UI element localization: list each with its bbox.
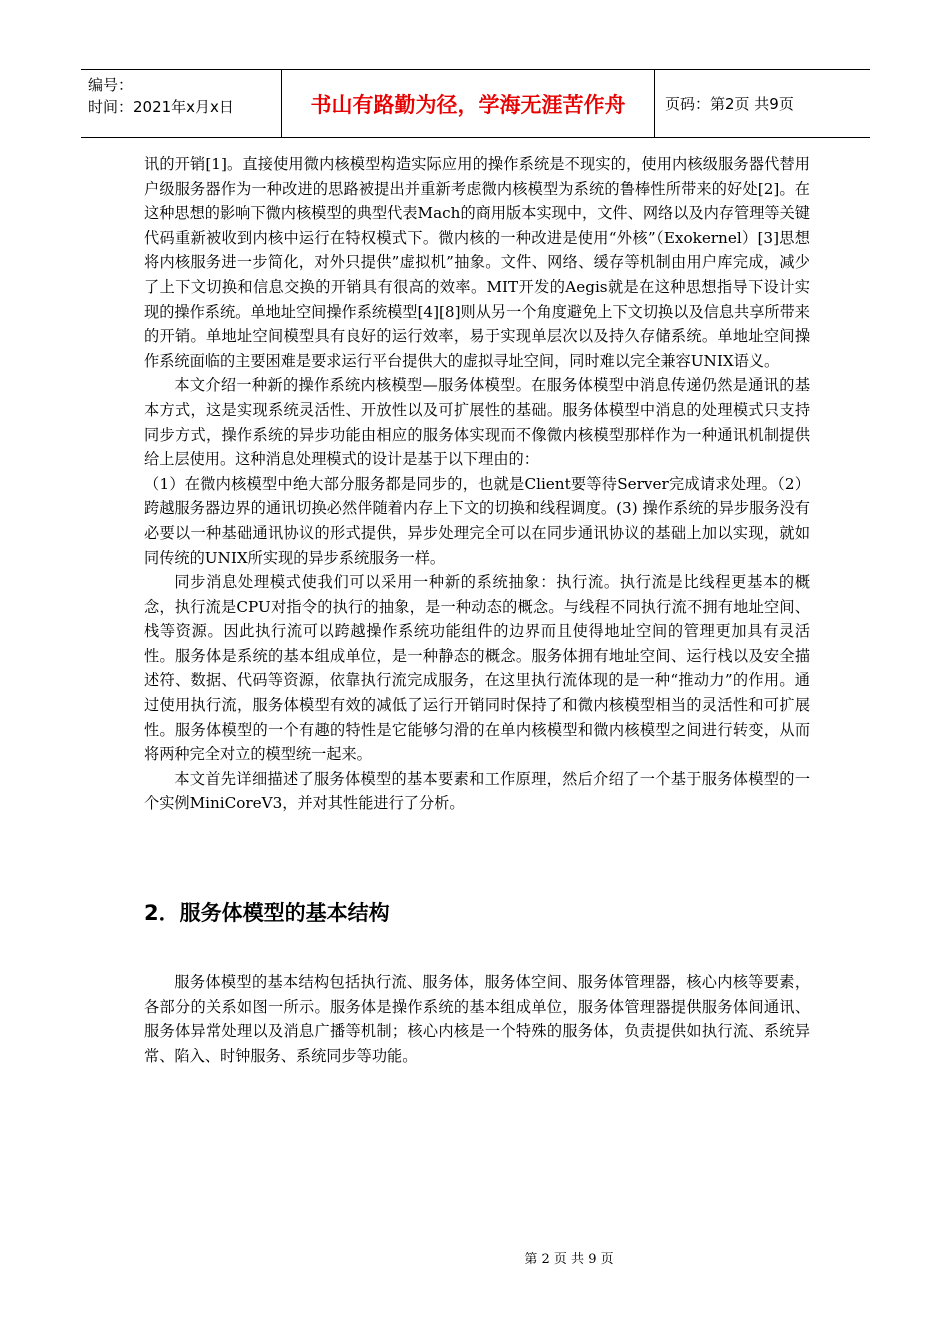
paragraph-structure: 服务体模型的基本结构包括执行流、服务体，服务体空间、服务体管理器，核心内核等要素，各部分的关系如图一所示。服务体是操作系统的基本组成单位，服务体管理器提供服务体间通讯、服务体异常处理以及消息广播等机制；核心内核是一个特殊的服务体，负责提供如执行流、系统异常、陷入、时钟服务、系统同步等功能。 [144,973,810,1065]
document-time-label: 时间：2021年x月x日 [88,98,234,116]
section-heading: 2．服务体模型的基本结构 [144,901,390,925]
paragraph-execution-flow: 同步消息处理模式使我们可以采用一种新的系统抽象：执行流。执行流是比线程更基本的概念，执行流是CPU对指令的执行的抽象，是一种动态的概念。与线程不同执行流不拥有地址空间、栈等资源。因此执行流可以跨越操作系统功能组件的边界而且使得地址空间的管理更加具有灵活性。服务体是系统的基本组成单位，是一种静态的概念。服务体拥有地址空间、运行栈以及安全描述符、数据、代码等资源，依靠执行流完成服务，在这里执行流体现的是一种“推动力”的作用。通过使用执行流，服务体模型有效的减低了运行开销同时保持了和微内核模型相当的灵活性和可扩展性。服务体模型的一个有趣的特性是它能够匀滑的在单内核模型和微内核模型之间进行转变，从而将两种完全对立的模型统一起来。 [144,573,810,764]
header-meta-cell [81,70,282,137]
paragraph-intro-model: 本文介绍一种新的操作系统内核模型—服务体模型。在服务体模型中消息传递仍然是通讯的基本方式，这是实现系统灵活性、开放性以及可扩展性的基础。服务体模型中消息的处理模式只支持同步方式，操作系统的异步功能由相应的服务体实现而不像微内核模型那样作为一种通讯机制提供给上层使用。这种消息处理模式的设计是基于以下理由的： [144,376,810,469]
header-motto: 书山有路勤为径，学海无涯苦作舟 [282,70,655,137]
paragraph-continuation: 讯的开销[1]。直接使用微内核模型构造实际应用的操作系统是不现实的，使用内核级服务器代替用户级服务器作为一种改进的思路被提出并重新考虑微内核模型为系统的鲁棒性所带来的好处[2]。在这种思想的影响下微内核模型的典型代表Mach的商用版本实现中，文件、网络以及内存管理等关键代码重新被收到内核中运行在特权模式下。微内核的一种改进是使用“外核”（Exokernel）[3]思想将内核服务进一步简化，对外只提供”虚拟机”抽象。文件、网络、缓存等机制由用户库完成，减少了上下文切换和信息交换的开销具有很高的效率。MIT开发的Aegis就是在这种思想指导下设计实现的操作系统。单地址空间操作系统模型[4][8]则从另一个角度避免上下文切换以及信息共享所带来的开销。单地址空间模型具有良好的运行效率，易于实现单层次以及持久存储系统。单地址空间操作系统面临的主要困难是要求运行平台提供大的虚拟寻址空间，同时难以完全兼容UNIX语义。 [144,155,810,370]
paragraph-overview: 本文首先详细描述了服务体模型的基本要素和工作原理，然后介绍了一个基于服务体模型的一个实例MiniCoreV3，并对其性能进行了分析。 [144,769,810,813]
page-header [81,69,870,138]
body-text [144,152,810,816]
page-footer [0,1248,950,1267]
paragraph-reasons: （1）在微内核模型中绝大部分服务都是同步的，也就是Client要等待Server完成请求处理。（2）跨越服务器边界的通讯切换必然伴随着内存上下文的切换和线程调度。(3) 操作系统的异步服务没有必要以一种基础通讯协议的形式提供，异步处理完全可以在同步通讯协议的基础上加以实现，就如同传统的UNIX所实现的异步系统服务一样。 [144,474,810,567]
footer-page-number: 第 2 页 共 9 页 [524,1252,614,1267]
header-page-number: 页码：第2页 共9页 [665,95,794,113]
section-body [144,970,810,1068]
document-number-label: 编号： [88,76,134,94]
